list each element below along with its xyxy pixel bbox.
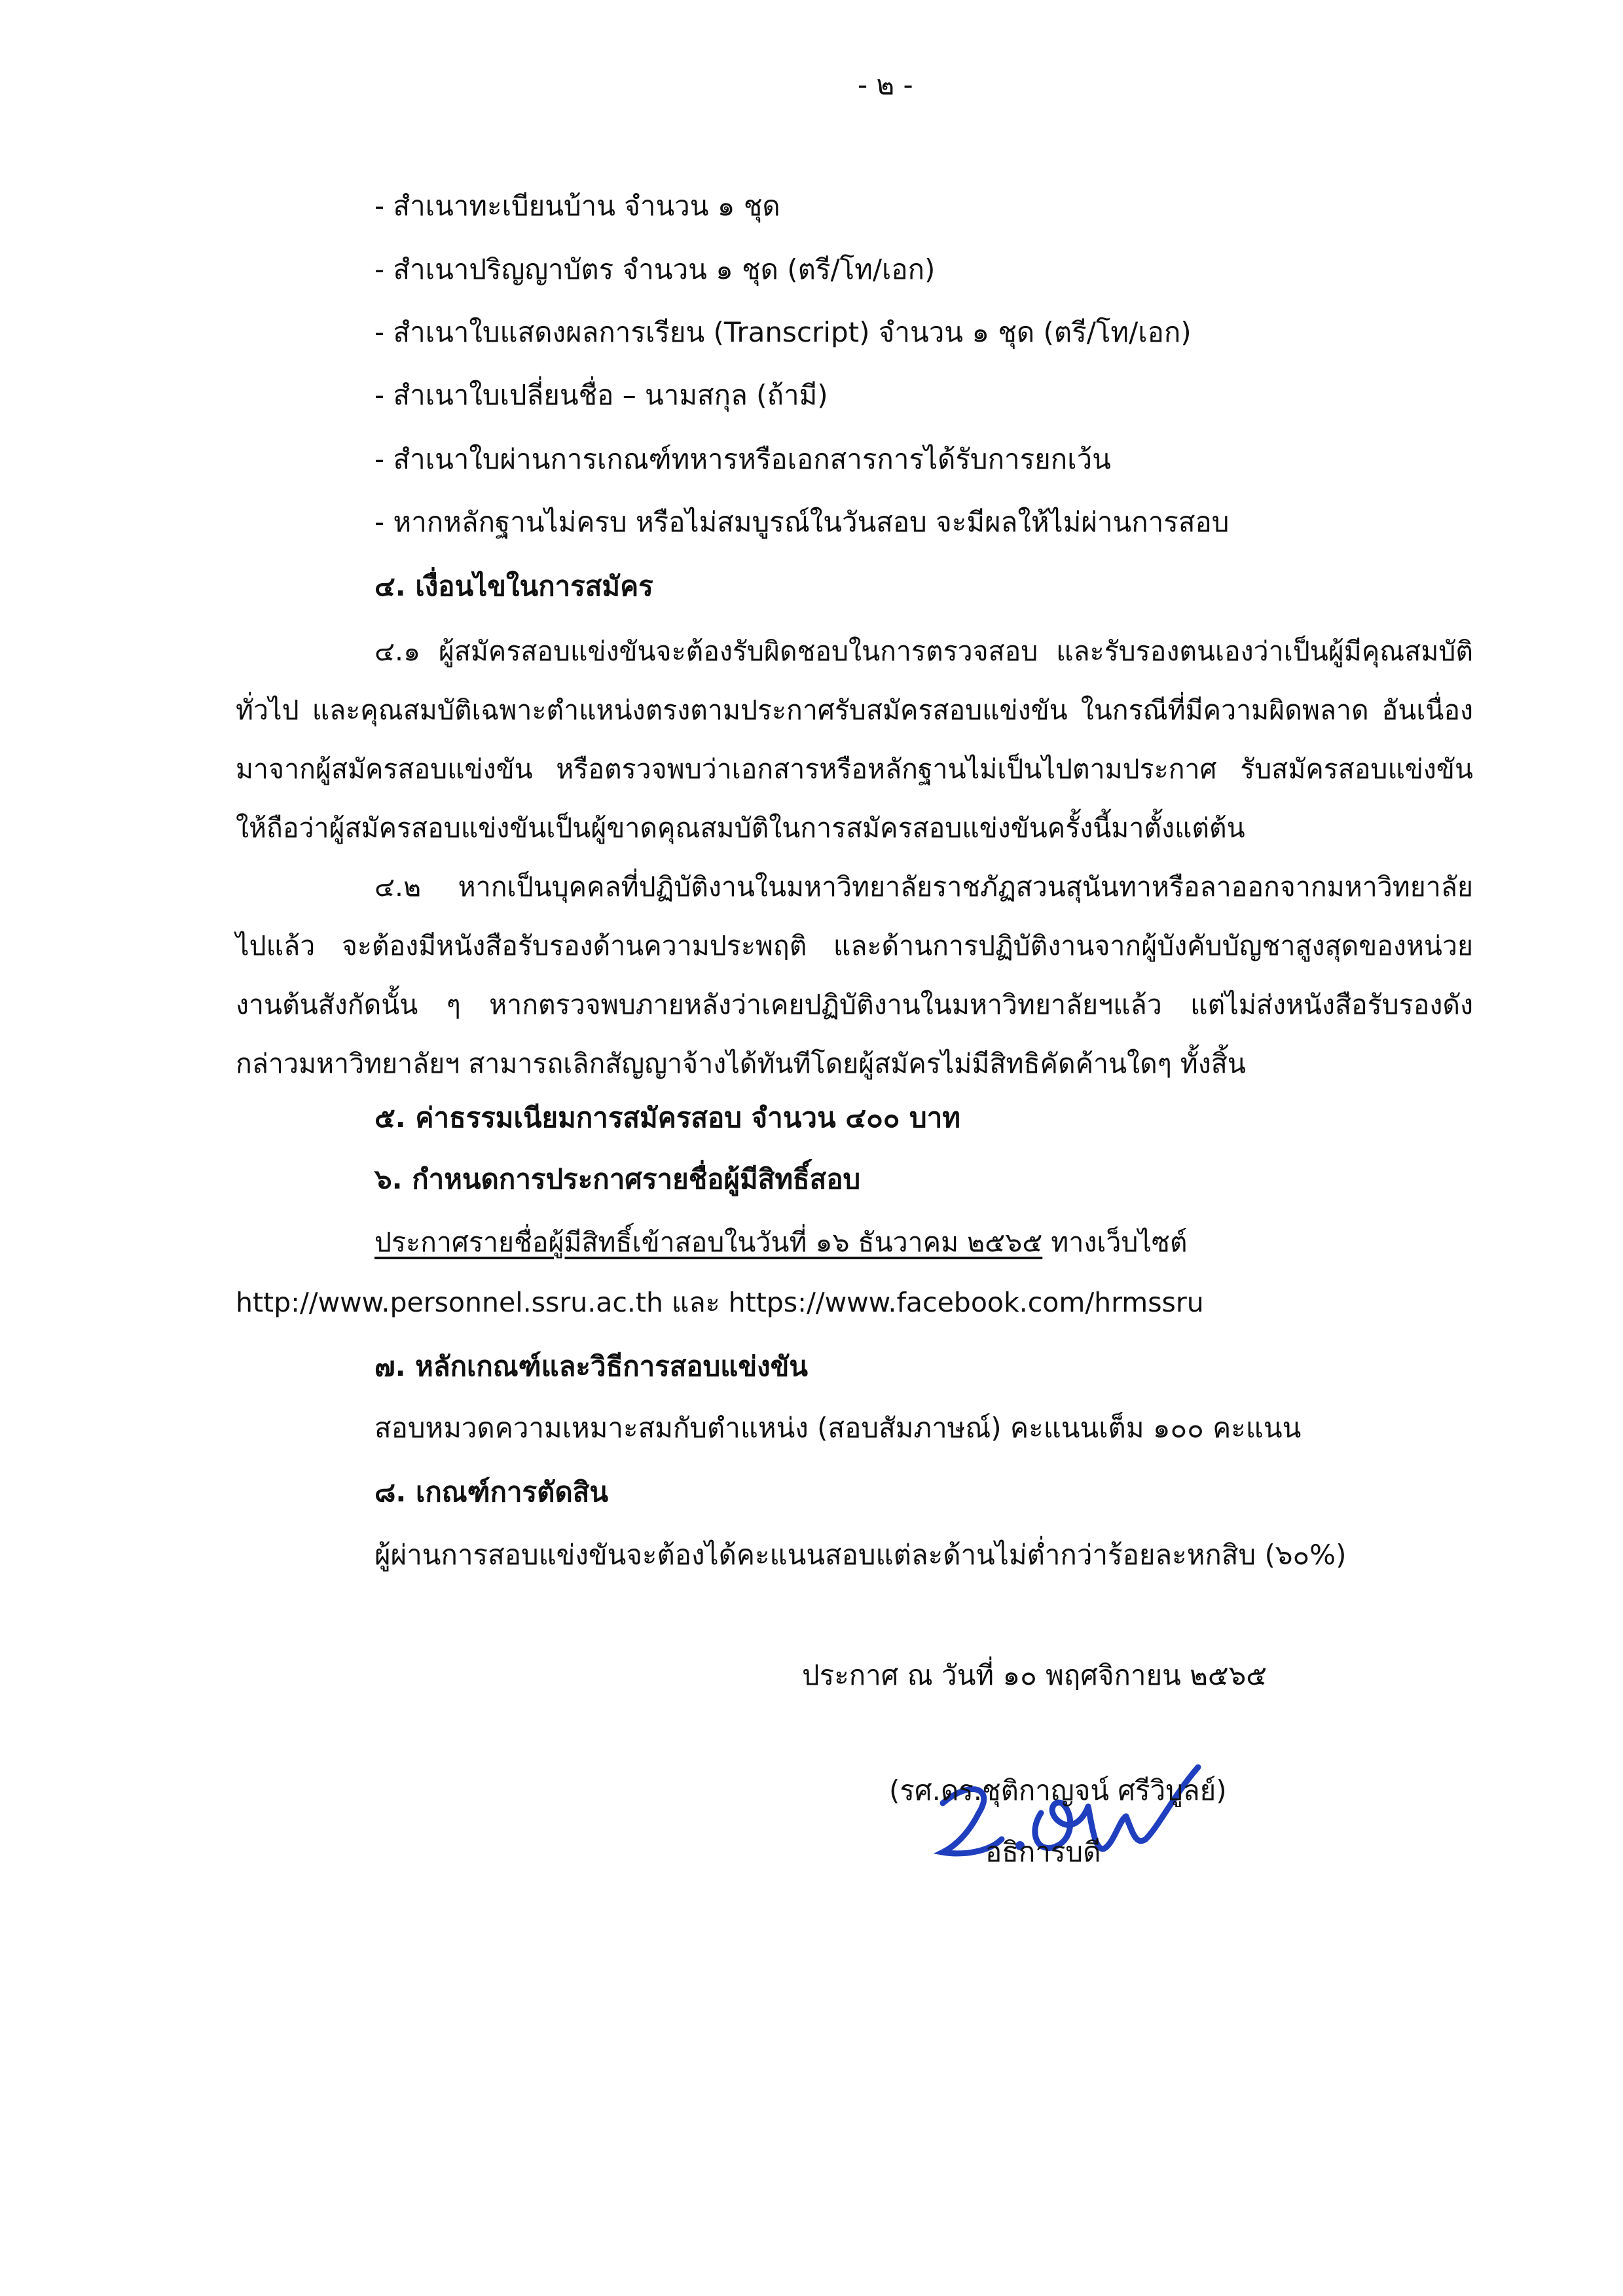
announcement-date: ประกาศ ณ วันที่ ๑๐ พฤศจิกายน ๒๕๖๕ (802, 1659, 1267, 1691)
list-item: - สำเนาใบเปลี่ยนชื่อ – นามสกุล (ถ้ามี) (374, 379, 828, 411)
section4-paragraph-2: ๔.๒ หากเป็นบุคคลที่ปฏิบัติงานในมหาวิทยาลัยราชภัฏสวนสุนันทาหรือลาออกจากมหาวิทยาลัยไปแล้ว จะต้องมีหนังสือรับรองด้านความประพฤติ และด้านการปฏิบัติงานจากผู้บังคับบัญชาสูงสุดของหน่วยงานต้นสังกัดนั้น ๆ หากตรวจพบภายหลังว่าเคยปฏิบัติงานในมหาวิทยาลัยฯแล้ว แต่ไม่ส่งหนังสือรับรองดังกล่าวมหาวิทยาลัยฯ สามารถเลิกสัญญาจ้างได้ทันทีโดยผู้สมัครไม่มีสิทธิคัดค้านใดๆ ทั้งสิ้น (236, 871, 1473, 1079)
section4-paragraph-1: ๔.๑ ผู้สมัครสอบแข่งขันจะต้องรับผิดชอบในการตรวจสอบ และรับรองตนเองว่าเป็นผู้มีคุณสมบัติทั่วไป และคุณสมบัติเฉพาะตำแหน่งตรงตามประกาศรับสมัครสอบแข่งขัน ในกรณีที่มีความผิดพลาด อันเนื่องมาจากผู้สมัครสอบแข่งขัน หรือตรวจพบว่าเอกสารหรือหลักฐานไม่เป็นไปตามประกาศ รับสมัครสอบแข่งขันให้ถือว่าผู้สมัครสอบแข่งขันเป็นผู้ขาดคุณสมบัติในการสมัครสอบแข่งขันครั้งนี้มาตั้งแต่ต้น (236, 636, 1473, 844)
signatory-name: (รศ.ดร.ชุติกาญจน์ ศรีวิบูลย์) (889, 1774, 1227, 1806)
announcement-date-underlined: ประกาศรายชื่อผู้มีสิทธิ์เข้าสอบในวันที่ ๑๖ ธันวาคม ๒๕๖๕ (374, 1227, 1043, 1258)
list-item: - สำเนาใบผ่านการเกณฑ์ทหารหรือเอกสารการได้รับการยกเว้น (374, 443, 1111, 475)
announcement-paragraph (236, 1212, 1473, 1333)
announcement-websites: ทางเว็บไซต์ http://www.personnel.ssru.ac.th และ https://www.facebook.com/hrmssru (236, 1227, 1204, 1318)
section7-text: สอบหมวดความเหมาะสมกับตำแหน่ง (สอบสัมภาษณ์) คะแนนเต็ม ๑๐๐ คะแนน (374, 1412, 1302, 1444)
section8-heading: ๘. เกณฑ์การตัดสิน (374, 1476, 609, 1508)
section5-heading: ๕. ค่าธรรมเนียมการสมัครสอบ จำนวน ๔๐๐ บาท (374, 1102, 960, 1134)
section4-heading: ๔. เงื่อนไขในการสมัคร (374, 570, 653, 602)
list-item: - หากหลักฐานไม่ครบ หรือไม่สมบูรณ์ในวันสอบ จะมีผลให้ไม่ผ่านการสอบ (374, 506, 1230, 538)
section7-heading: ๗. หลักเกณฑ์และวิธีการสอบแข่งขัน (374, 1350, 809, 1382)
section6-heading: ๖. กำหนดการประกาศรายชื่อผู้มีสิทธิ์สอบ (374, 1163, 861, 1195)
list-item: - สำเนาใบแสดงผลการเรียน (Transcript) จำนวน ๑ ชุด (ตรี/โท/เอก) (374, 316, 1192, 348)
list-item: - สำเนาทะเบียนบ้าน จำนวน ๑ ชุด (374, 190, 780, 222)
signatory-title: อธิการบดี (985, 1836, 1101, 1868)
list-item: - สำเนาปริญญาบัตร จำนวน ๑ ชุด (ตรี/โท/เอก) (374, 253, 936, 285)
page-number: - ๒ - (858, 69, 913, 101)
section8-text: ผู้ผ่านการสอบแข่งขันจะต้องได้คะแนนสอบแต่ละด้านไม่ต่ำกว่าร้อยละหกสิบ (๖๐%) (374, 1539, 1347, 1571)
